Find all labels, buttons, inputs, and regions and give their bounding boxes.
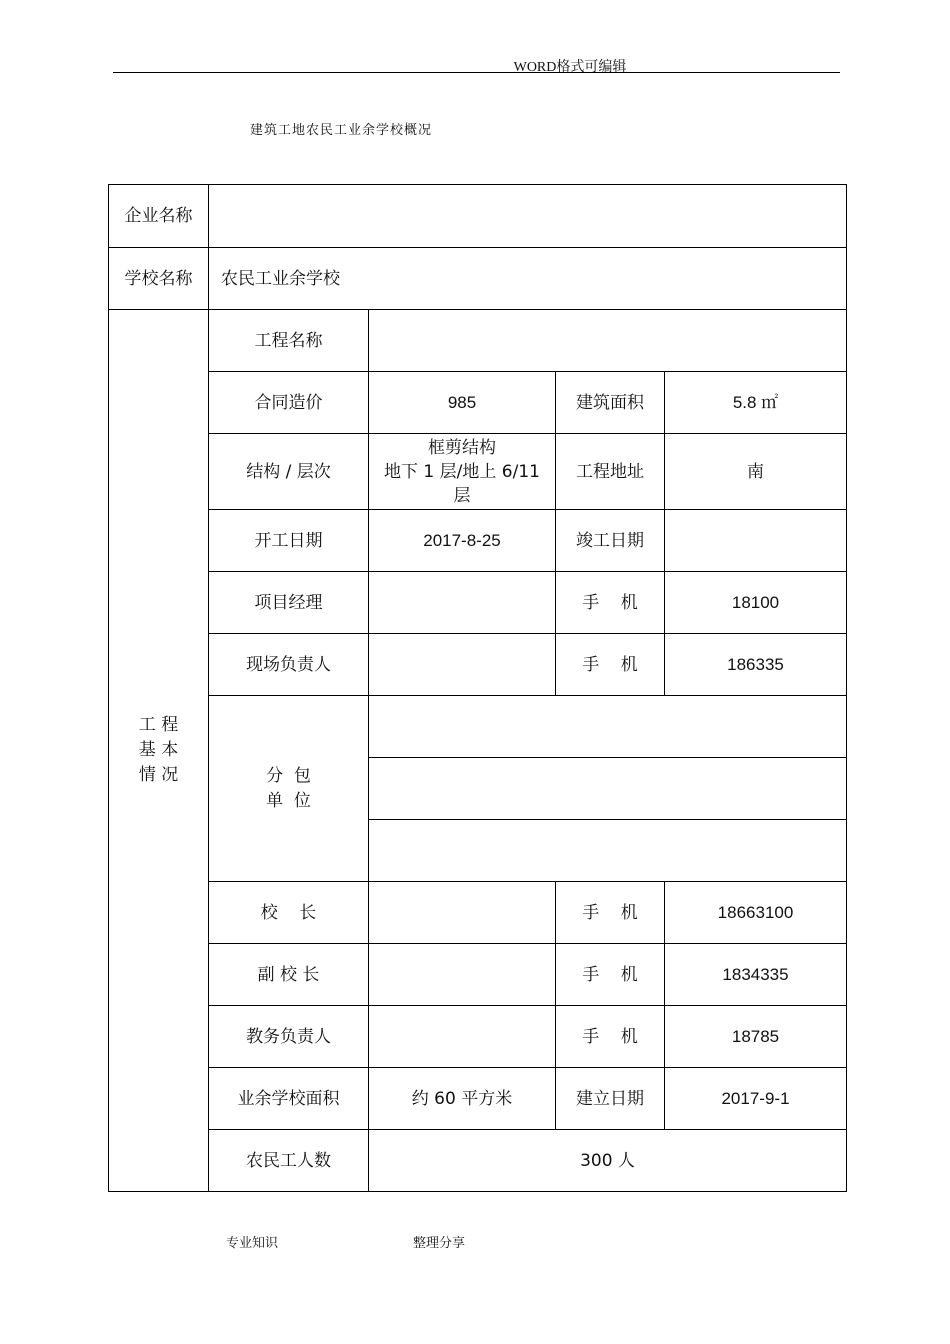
table-row [109,944,847,1006]
project-manager-label: 项目经理 [209,572,369,634]
table-row [109,310,847,372]
school-area-value[interactable]: 约 60 平方米 [369,1068,556,1130]
table-row [109,185,847,248]
founded-date-value[interactable]: 2017-9-1 [665,1068,847,1130]
project-name-value[interactable] [369,310,847,372]
building-area-value[interactable]: 5.8 ㎡ [665,372,847,434]
footer-right-text: 整理分享 [413,1236,466,1251]
table-row [109,1130,847,1192]
page-header-text: WORD格式可编辑 [513,60,627,75]
school-info-table [108,184,847,1192]
table-row [109,248,847,310]
worker-count-value[interactable]: 300 人 [369,1130,847,1192]
table-row [109,696,847,758]
completion-date-label: 竣工日期 [556,510,665,572]
principal-label: 校 长 [209,882,369,944]
structure-value[interactable]: 框剪结构 地下 1 层/地上 6/11 层 [369,434,556,510]
subcontractor-value-3[interactable] [369,820,847,882]
project-address-value[interactable]: 南 [665,434,847,510]
table-row [109,882,847,944]
document-title: 建筑工地农民工业余学校概况 [250,123,433,138]
start-date-value[interactable]: 2017-8-25 [369,510,556,572]
worker-count-label: 农民工人数 [209,1130,369,1192]
table-row [109,1068,847,1130]
completion-date-value[interactable] [665,510,847,572]
contract-price-value[interactable]: 985 [369,372,556,434]
project-manager-phone-value[interactable]: 18100 [665,572,847,634]
principal-phone-value[interactable]: 18663100 [665,882,847,944]
table-row [109,372,847,434]
start-date-label: 开工日期 [209,510,369,572]
vice-principal-value[interactable] [369,944,556,1006]
building-area-label: 建筑面积 [556,372,665,434]
header-rule [113,72,840,73]
project-name-label: 工程名称 [209,310,369,372]
site-lead-phone-label: 手 机 [556,634,665,696]
vice-principal-label: 副 校 长 [209,944,369,1006]
footer-left-text: 专业知识 [226,1236,279,1251]
subcontractor-value-1[interactable] [369,696,847,758]
principal-value[interactable] [369,882,556,944]
vice-principal-phone-value[interactable]: 1834335 [665,944,847,1006]
academic-lead-phone-value[interactable]: 18785 [665,1006,847,1068]
subcontractor-label: 分 包 单 位 [209,696,369,882]
project-manager-phone-label: 手 机 [556,572,665,634]
principal-phone-label: 手 机 [556,882,665,944]
school-name-value[interactable]: 农民工业余学校 [209,248,847,310]
site-lead-label: 现场负责人 [209,634,369,696]
vice-principal-phone-label: 手 机 [556,944,665,1006]
site-lead-value[interactable] [369,634,556,696]
structure-label: 结构 / 层次 [209,434,369,510]
contract-price-label: 合同造价 [209,372,369,434]
academic-lead-value[interactable] [369,1006,556,1068]
table-row [109,634,847,696]
site-lead-phone-value[interactable]: 186335 [665,634,847,696]
school-area-label: 业余学校面积 [209,1068,369,1130]
table-row [109,1006,847,1068]
academic-lead-label: 教务负责人 [209,1006,369,1068]
school-name-label: 学校名称 [109,248,209,310]
project-basics-section-label: 工 程 基 本 情 况 [109,310,209,1192]
company-name-label: 企业名称 [109,185,209,248]
table-row [109,510,847,572]
founded-date-label: 建立日期 [556,1068,665,1130]
company-name-value[interactable] [209,185,847,248]
subcontractor-value-2[interactable] [369,758,847,820]
project-manager-value[interactable] [369,572,556,634]
project-address-label: 工程地址 [556,434,665,510]
academic-lead-phone-label: 手 机 [556,1006,665,1068]
table-row [109,434,847,510]
table-row [109,572,847,634]
